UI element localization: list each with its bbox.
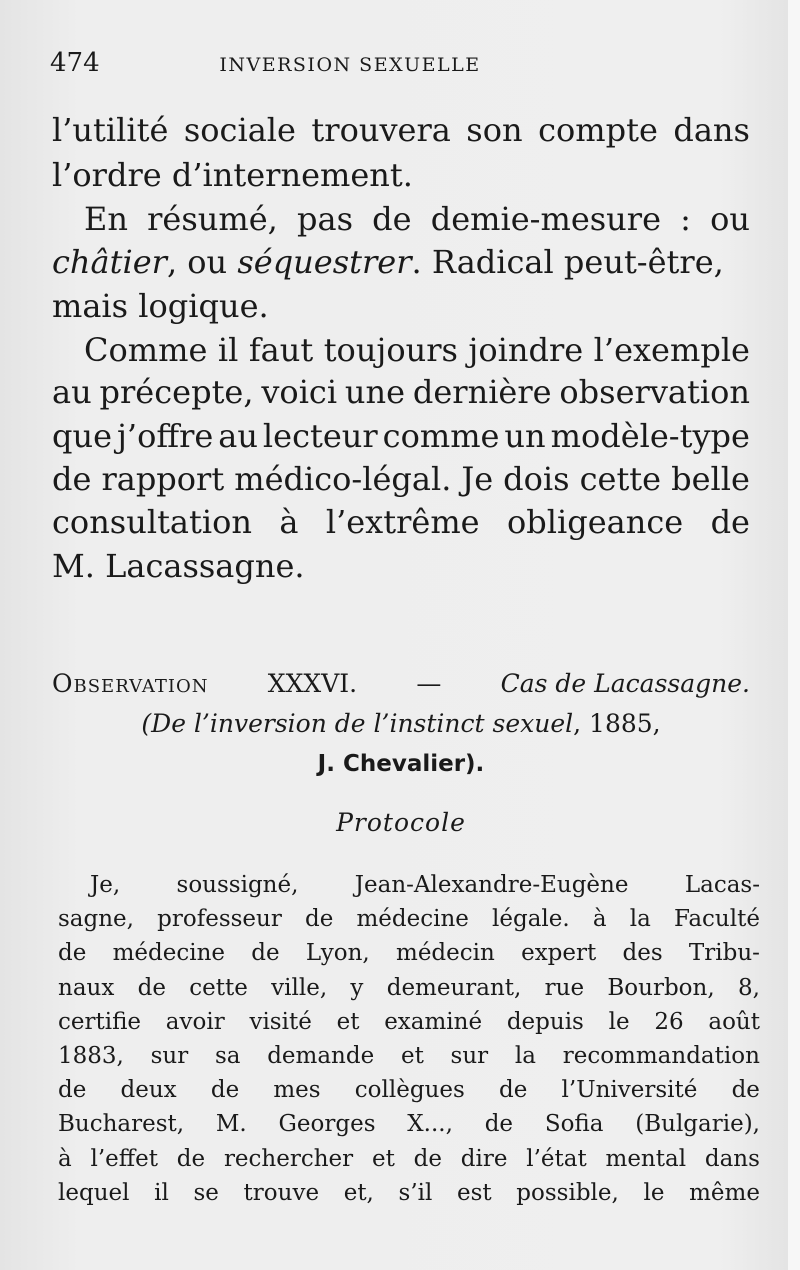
protocol-title: Protocole bbox=[336, 808, 466, 837]
running-title: INVERSION SEXUELLE bbox=[219, 54, 481, 76]
protocol-line-6: 1883, sur sa demande et sur la recommandation bbox=[58, 1043, 760, 1070]
observation-author: J. Chevalier). bbox=[317, 751, 485, 777]
body-line-11: M. Lacassagne. bbox=[52, 547, 305, 585]
protocol-line-10: lequel il se trouve et, s’il est possible, le même bbox=[58, 1179, 760, 1206]
protocol-line-2: sagne, professeur de médecine légale. à la Faculté bbox=[58, 906, 760, 933]
body-line-6: Comme il faut toujours joindre l’exemple bbox=[84, 331, 750, 369]
protocol-line-5: certifie avoir visité et examiné depuis le 26 août bbox=[58, 1008, 760, 1035]
body-line-10: consultation à l’extrême obligeance de bbox=[52, 503, 750, 541]
observation-case: Cas de Lacassagne. bbox=[500, 669, 750, 698]
page-number: 474 bbox=[50, 48, 100, 78]
body-line-3: En résumé, pas de demie-mesure : ou bbox=[84, 200, 750, 238]
page-edge bbox=[788, 0, 800, 1270]
body-line-5: mais logique. bbox=[52, 287, 269, 325]
page-header bbox=[50, 48, 760, 82]
protocol-text bbox=[58, 868, 760, 1210]
protocol-line-1: Je, soussigné, Jean-Alexandre-Eugène Lacas- bbox=[90, 872, 760, 898]
observation-label: Observation bbox=[52, 669, 209, 698]
body-line-9: de rapport médico-légal. Je dois cette belle bbox=[52, 460, 750, 498]
observation-number: XXXVI. bbox=[267, 669, 358, 698]
observation-source: (De l’inversion de l’instinct sexuel, 1885, bbox=[141, 709, 661, 738]
protocol-line-7: de deux de mes collègues de l’Université de bbox=[58, 1077, 760, 1104]
body-line-4: châtier, ou séquestrer. Radical peut-être, bbox=[52, 243, 724, 281]
observation-heading bbox=[52, 664, 750, 784]
protocol-line-9: à l’effet de rechercher et de dire l’état mental dans bbox=[58, 1145, 760, 1172]
protocol-line-8: Bucharest, M. Georges X..., de Sofia (Bulgarie), bbox=[58, 1111, 760, 1138]
body-line-8: que j’offre au lecteur comme un modèle-type bbox=[52, 417, 750, 455]
protocol-line-4: naux de cette ville, y demeurant, rue Bourbon, 8, bbox=[58, 974, 760, 1001]
protocol-line-3: de médecine de Lyon, médecin expert des Tribu- bbox=[58, 940, 760, 967]
observation-dash: — bbox=[416, 669, 442, 698]
body-line-2: l’ordre d’internement. bbox=[52, 156, 413, 194]
body-line-7: au précepte, voici une dernière observation bbox=[52, 373, 750, 411]
body-line-1: l’utilité sociale trouvera son compte dans bbox=[52, 111, 750, 149]
